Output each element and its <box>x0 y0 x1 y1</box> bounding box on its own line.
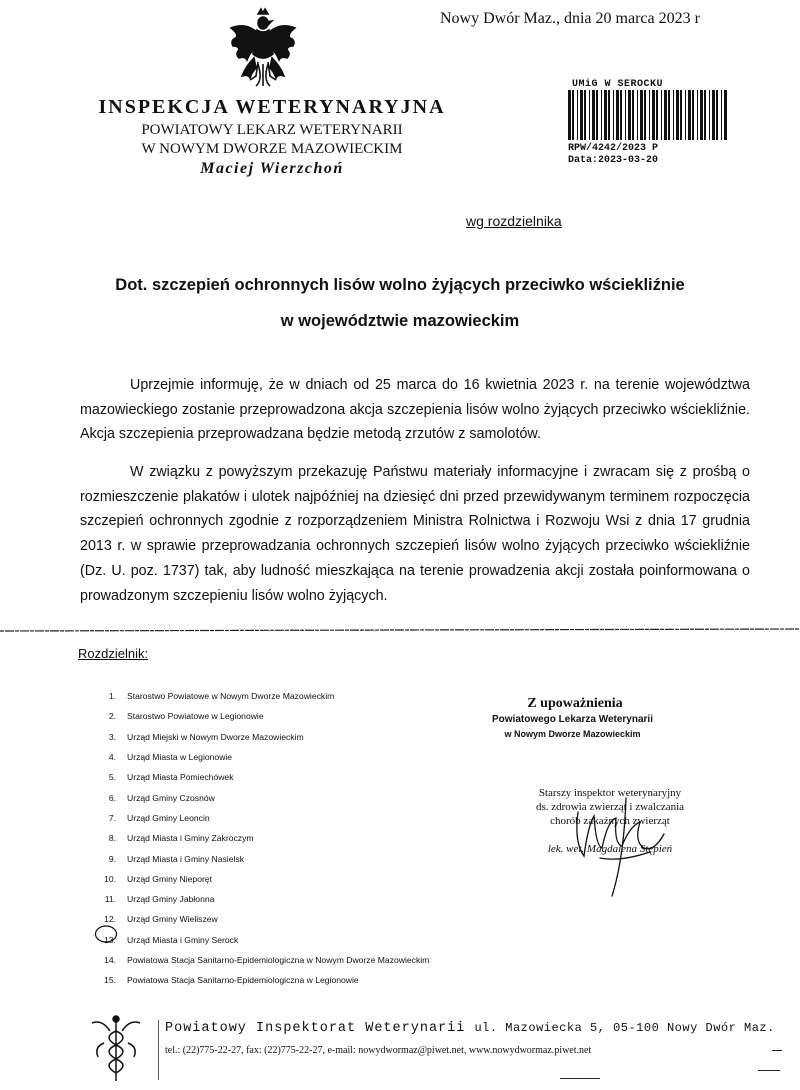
distribution-item-label: Urząd Gminy Jabłonna <box>127 894 215 905</box>
distribution-item-number: 10. <box>104 873 116 884</box>
barcode-bar <box>608 90 610 140</box>
barcode-bar <box>628 90 631 140</box>
distribution-item-label: Urząd Miasta i Gminy Serock <box>127 934 239 945</box>
distribution-item <box>92 706 429 726</box>
barcode-bar <box>721 90 722 140</box>
authorization-stamp-title: Z upoważnienia <box>527 696 623 711</box>
place-date: Nowy Dwór Maz., dnia 20 marca 2023 r <box>440 10 700 27</box>
subject-line-1: Dot. szczepień ochronnych lisów wolno żyjących przeciwko wściekliźnie <box>115 276 685 294</box>
footer-address: ul. Mazowiecka 5, 05-100 Nowy Dwór Maz. <box>474 1021 775 1035</box>
barcode-bar <box>596 90 598 140</box>
distribution-item <box>92 747 429 767</box>
barcode-bar <box>716 90 718 140</box>
barcode-bar <box>649 90 650 140</box>
footer-organization <box>165 1021 775 1036</box>
distribution-item-number: 7. <box>108 812 116 823</box>
barcode-bar <box>656 90 658 140</box>
distribution-item <box>92 686 429 706</box>
barcode-bar <box>604 90 607 140</box>
barcode-bar <box>620 90 622 140</box>
barcode-bar <box>688 90 691 140</box>
distribution-item <box>92 970 429 990</box>
barcode-date: Data:2023-03-20 <box>568 155 659 166</box>
distribution-item-label: Urząd Miasta w Legionowie <box>127 752 233 763</box>
handwritten-circle-mark <box>94 924 118 944</box>
distribution-list <box>92 686 429 990</box>
distribution-item-number: 13. <box>104 934 116 945</box>
barcode-bar <box>613 90 614 140</box>
polish-eagle-icon <box>228 6 298 88</box>
distribution-item <box>92 787 429 807</box>
barcode-registration <box>568 143 658 167</box>
barcode-bar <box>632 90 634 140</box>
addressee: wg rozdzielnika <box>466 213 562 229</box>
barcode-bar <box>709 90 710 140</box>
distribution-item-number: 4. <box>108 752 116 763</box>
footer-org-name: Powiatowy Inspektorat Weterynarii <box>165 1021 466 1036</box>
barcode-bar <box>577 90 578 140</box>
distribution-title: Rozdzielnik: <box>78 646 149 661</box>
distribution-item-number: 9. <box>108 853 116 864</box>
barcode-bar <box>572 90 574 140</box>
distribution-item-number: 14. <box>104 955 116 965</box>
barcode-bar <box>568 90 571 140</box>
body-paragraph-2: W związku z powyższym przekazuję Państwu materiały informacyjne i zwracam się z prośbą o rozmieszczenie plakatów i ulotek najpóźniej na dziesięć dni przed przewidywanym terminem rozpoczęcia szczepień ochronnych zgodnie z rozporządzeniem Ministra Rolnictwa i Rozwoju Wsi z dnia 17 grudnia 2013 r. w sprawie przeprowadzania ochronnych szczepień lisów wolno żyjących przeciwko wściekliźnie (Dz. U. poz. 1737) tak, aby ludność mieszkająca na terenie prowadzenia akcji została poinformowana o prowadzonym szczepieniu lisów wolno żyjących. <box>80 464 750 604</box>
distribution-item-label: Urząd Miasta i Gminy Zakroczym <box>127 833 254 844</box>
distribution-item-label: Powiatowa Stacja Sanitarno-Epidemiologiczna w Nowym Dworze Mazowieckim <box>127 955 430 965</box>
distribution-item-label: Powiatowa Stacja Sanitarno-Epidemiologiczna w Legionowie <box>127 975 359 986</box>
distribution-item-number: 6. <box>108 792 116 803</box>
distribution-item-number: 15. <box>104 975 116 986</box>
scan-speck <box>560 1078 600 1079</box>
distribution-item-label: Urząd Gminy Nieporęt <box>127 873 213 884</box>
barcode-bar <box>580 90 583 140</box>
institution-name: INSPEKCJA WETERYNARYJNA <box>98 96 446 118</box>
barcode-bar <box>616 90 619 140</box>
distribution-item-number: 2. <box>108 711 116 722</box>
barcode-bar <box>673 90 674 140</box>
signatory-position-3: chorób zakaźnych zwierząt <box>550 815 670 827</box>
barcode-bar <box>592 90 595 140</box>
barcode-bar <box>644 90 646 140</box>
distribution-item-label: Urząd Gminy Wieliszew <box>127 914 218 925</box>
footer-contact: tel.: (22)775-22-27, fax: (22)775-22-27, e-mail: nowydwormaz@piwet.net, www.nowydwormaz.piwet.net <box>165 1045 592 1056</box>
distribution-item <box>92 889 429 909</box>
barcode-bar <box>700 90 703 140</box>
barcode-office-label: UMiG W SEROCKU <box>572 79 664 90</box>
barcode-icon <box>568 90 730 140</box>
scan-speck <box>772 1050 782 1051</box>
distribution-item-number: 12. <box>104 914 116 925</box>
distribution-item <box>92 909 429 929</box>
institution-head-name: Maciej Wierzchoń <box>200 160 344 177</box>
barcode-bar <box>704 90 706 140</box>
distribution-item <box>92 950 429 970</box>
signatory-position-1: Starszy inspektor weterynaryjny <box>538 787 682 799</box>
distribution-item <box>92 727 429 747</box>
caduceus-icon <box>84 1013 148 1083</box>
distribution-item-number: 3. <box>108 731 116 742</box>
distribution-item-number: 11. <box>104 894 116 905</box>
distribution-item-number: 1. <box>108 691 116 702</box>
barcode-bar <box>697 90 698 140</box>
distribution-item-number: 5. <box>108 772 116 783</box>
distribution-item <box>92 848 429 868</box>
barcode-bar <box>589 90 590 140</box>
barcode-bar <box>712 90 715 140</box>
distribution-item-label: Starostwo Powiatowe w Legionowie <box>127 711 264 722</box>
distribution-item-label: Urząd Miasta i Gminy Nasielsk <box>127 853 244 864</box>
institution-subtitle-2: W NOWYM DWORZE MAZOWIECKIM <box>141 141 403 157</box>
barcode-bar <box>724 90 727 140</box>
distribution-item <box>92 767 429 787</box>
barcode-bar <box>637 90 638 140</box>
distribution-item-label: Starostwo Powiatowe w Nowym Dworze Mazowieckim <box>127 691 335 702</box>
barcode-bar <box>601 90 602 140</box>
institution-subtitle-1: POWIATOWY LEKARZ WETERYNARII <box>141 122 403 138</box>
subject-line-2: w województwie mazowieckim <box>280 312 520 330</box>
scan-overlap-line <box>0 628 800 634</box>
signatory-name: lek. wet. Magdalena Stępień <box>547 843 673 855</box>
handwritten-signature <box>540 792 680 902</box>
barcode-bar <box>668 90 670 140</box>
barcode-bar <box>640 90 643 140</box>
distribution-item <box>92 808 429 828</box>
distribution-item-label: Urząd Gminy Leoncin <box>127 812 210 823</box>
distribution-item-number: 8. <box>108 833 116 844</box>
distribution-item-label: Urząd Miasta Pomiechówek <box>127 772 234 783</box>
barcode-bar <box>692 90 694 140</box>
barcode-bar <box>680 90 682 140</box>
distribution-item <box>92 869 429 889</box>
authorization-stamp-line-3: w Nowym Dworze Mazowieckim <box>504 729 641 739</box>
barcode-bar <box>625 90 626 140</box>
distribution-item-label: Urząd Miejski w Nowym Dworze Mazowieckim <box>127 731 304 742</box>
scan-speck <box>758 1070 780 1071</box>
distribution-item <box>92 828 429 848</box>
barcode-bar <box>664 90 667 140</box>
distribution-item-label: Urząd Gminy Czosnów <box>127 792 215 803</box>
barcode-bar <box>685 90 686 140</box>
signatory-position-2: ds. zdrowia zwierząt i zwalczania <box>535 801 685 813</box>
footer-divider <box>158 1020 159 1080</box>
barcode-bar <box>676 90 679 140</box>
barcode-bar <box>652 90 655 140</box>
body-paragraph-1: Uprzejmie informuję, że w dniach od 25 marca do 16 kwietnia 2023 r. na terenie województwa mazowieckiego zostanie przeprowadzona akcja szczepienia lisów wolno żyjących przeciwko wściekliźnie. Akcja szczepienia przeprowadzana będzie metodą zrzutów z samolotów. <box>80 377 750 443</box>
barcode-rpw-number: RPW/4242/2023 P <box>568 143 659 154</box>
barcode-bar <box>661 90 662 140</box>
authorization-stamp-line-2: Powiatowego Lekarza Weterynarii <box>492 714 653 725</box>
barcode-bar <box>584 90 586 140</box>
distribution-item <box>92 930 429 950</box>
